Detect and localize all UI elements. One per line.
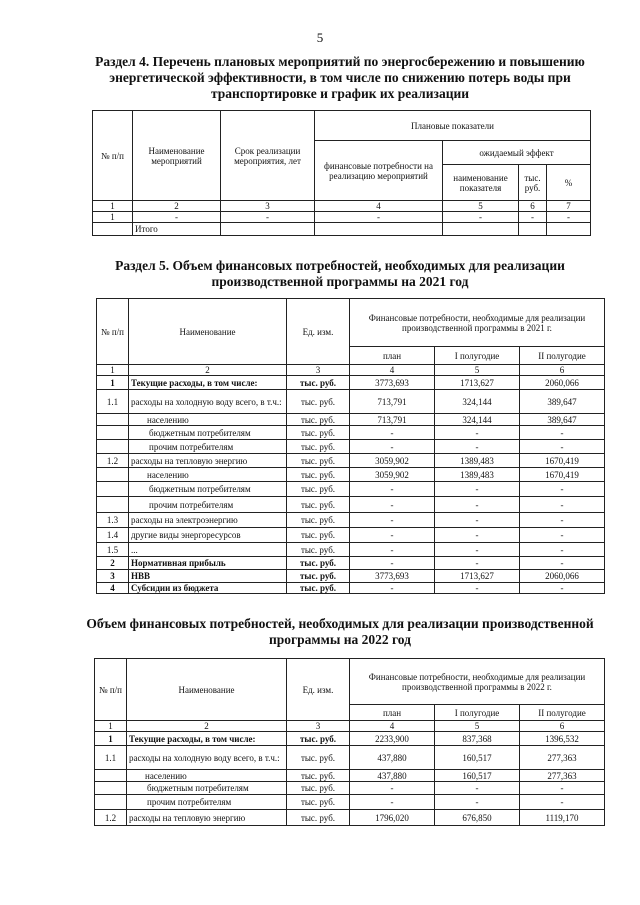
row-num: 3	[97, 570, 129, 583]
row-h2: -	[520, 426, 605, 440]
row-h1: 1389,483	[435, 468, 520, 482]
col-thousand-header: тыс. руб.	[519, 165, 547, 201]
col-fin-header: Финансовые потребности, необходимые для реализации производственной программы в 2021 г.	[350, 299, 605, 347]
row-unit: тыс. руб.	[287, 440, 350, 454]
section5-title: Раздел 5. Объем финансовых потребностей, необходимых для реализации производственной программы на 2021 год	[115, 258, 565, 289]
col-number: 2	[129, 365, 287, 376]
row-unit: тыс. руб.	[287, 390, 350, 414]
col-unit-header: Ед. изм.	[287, 299, 350, 365]
row-plan: -	[350, 543, 435, 557]
table-row	[95, 746, 605, 770]
row-unit: тыс. руб.	[287, 570, 350, 583]
row-plan: 3059,902	[350, 454, 435, 468]
row-h1: 160,517	[435, 770, 520, 782]
row-name: Нормативная прибыль	[129, 557, 287, 570]
table-row	[95, 770, 605, 782]
section6-table	[94, 658, 605, 826]
row-plan: -	[350, 482, 435, 497]
row-h2: 2060,066	[520, 570, 605, 583]
row-h2: -	[520, 583, 605, 594]
col-effect-header: ожидаемый эффект	[443, 141, 591, 165]
table-row	[97, 376, 605, 390]
row-name: бюджетным потребителям	[129, 426, 287, 440]
row-unit: тыс. руб.	[287, 376, 350, 390]
col-number: 7	[547, 201, 591, 212]
cell: -	[519, 212, 547, 223]
row-unit: тыс. руб.	[287, 497, 350, 513]
col-number: 2	[127, 721, 287, 732]
row-name: расходы на тепловую энергию	[127, 810, 287, 826]
row-num	[97, 414, 129, 426]
total-label: Итого	[133, 223, 221, 236]
row-plan: -	[350, 782, 435, 795]
table-row	[97, 454, 605, 468]
row-num: 1	[97, 376, 129, 390]
row-h1: -	[435, 583, 520, 594]
col-number: 4	[350, 365, 435, 376]
col-number: 5	[435, 721, 520, 732]
row-plan: -	[350, 795, 435, 810]
row-name: расходы на тепловую энергию	[129, 454, 287, 468]
row-h2: -	[520, 782, 605, 795]
row-h1: -	[435, 513, 520, 528]
row-h1: 160,517	[435, 746, 520, 770]
row-num: 1.2	[95, 810, 127, 826]
row-h2: 2060,066	[520, 376, 605, 390]
row-h1: -	[435, 782, 520, 795]
row-num: 1.2	[97, 454, 129, 468]
row-h1: -	[435, 426, 520, 440]
table-row	[97, 513, 605, 528]
row-h2: 1119,170	[520, 810, 605, 826]
row-plan: 713,791	[350, 414, 435, 426]
column-number-row	[95, 721, 605, 732]
cell: 1	[93, 212, 133, 223]
col-number: 3	[287, 365, 350, 376]
col-number: 4	[350, 721, 435, 732]
col-name-header: Наименование	[129, 299, 287, 365]
row-num	[97, 426, 129, 440]
col-number: 5	[435, 365, 520, 376]
col-number: 5	[443, 201, 519, 212]
col-pct-header: %	[547, 165, 591, 201]
row-h1: -	[435, 543, 520, 557]
row-h1: 1713,627	[435, 376, 520, 390]
row-h2: -	[520, 795, 605, 810]
row-h1: -	[435, 497, 520, 513]
section6-title: Объем финансовых потребностей, необходимых для реализации производственной программы на 2022 год	[86, 616, 594, 647]
row-num: 1	[95, 732, 127, 746]
row-h2: 277,363	[520, 746, 605, 770]
col-number: 2	[133, 201, 221, 212]
row-plan: 1796,020	[350, 810, 435, 826]
row-h2: 1396,532	[520, 732, 605, 746]
row-name: населению	[129, 468, 287, 482]
row-name: НВВ	[129, 570, 287, 583]
row-unit: тыс. руб.	[287, 782, 350, 795]
row-h1: 837,368	[435, 732, 520, 746]
row-h1: -	[435, 482, 520, 497]
col-num-header: № п/п	[97, 299, 129, 365]
row-h1: 324,144	[435, 390, 520, 414]
row-num	[97, 482, 129, 497]
row-unit: тыс. руб.	[287, 810, 350, 826]
col-indicator-header: наименование показателя	[443, 165, 519, 201]
row-h1: -	[435, 440, 520, 454]
row-plan: -	[350, 513, 435, 528]
row-unit: тыс. руб.	[287, 746, 350, 770]
row-unit: тыс. руб.	[287, 528, 350, 543]
row-plan: -	[350, 426, 435, 440]
row-h2: 1670,419	[520, 454, 605, 468]
row-unit: тыс. руб.	[287, 454, 350, 468]
table-row	[95, 795, 605, 810]
row-h2: 389,647	[520, 390, 605, 414]
row-num	[95, 770, 127, 782]
row-num	[97, 440, 129, 454]
row-name: Субсидии из бюджета	[129, 583, 287, 594]
table-row	[97, 414, 605, 426]
row-plan: 3773,693	[350, 376, 435, 390]
row-plan: 437,880	[350, 770, 435, 782]
row-h2: -	[520, 513, 605, 528]
total-row	[93, 223, 591, 236]
row-unit: тыс. руб.	[287, 732, 350, 746]
row-h1: 1389,483	[435, 454, 520, 468]
col-fin-header: финансовые потребности на реализацию мероприятий	[315, 141, 443, 201]
row-num	[95, 782, 127, 795]
row-unit: тыс. руб.	[287, 795, 350, 810]
cell: -	[315, 212, 443, 223]
row-h2: -	[520, 497, 605, 513]
row-unit: тыс. руб.	[287, 583, 350, 594]
row-h2: -	[520, 557, 605, 570]
table-row	[97, 468, 605, 482]
row-h2: -	[520, 543, 605, 557]
col-num-header: № п/п	[95, 659, 127, 721]
col-number: 4	[315, 201, 443, 212]
col-num-header: № п/п	[93, 111, 133, 201]
row-unit: тыс. руб.	[287, 482, 350, 497]
row-h1: -	[435, 557, 520, 570]
col-plan-header: Плановые показатели	[315, 111, 591, 141]
row-h2: 277,363	[520, 770, 605, 782]
row-name: прочим потребителям	[129, 440, 287, 454]
row-h2: -	[520, 440, 605, 454]
row-num	[97, 468, 129, 482]
row-num: 1.3	[97, 513, 129, 528]
table-row	[97, 390, 605, 414]
row-name: населению	[127, 770, 287, 782]
col-h1-header: I полугодие	[435, 347, 520, 365]
row-name: бюджетным потребителям	[127, 782, 287, 795]
table-row	[97, 557, 605, 570]
table-row	[97, 583, 605, 594]
row-plan: 3059,902	[350, 468, 435, 482]
row-num: 2	[97, 557, 129, 570]
row-unit: тыс. руб.	[287, 557, 350, 570]
col-unit-header: Ед. изм.	[287, 659, 350, 721]
row-h2: 389,647	[520, 414, 605, 426]
row-num: 1.5	[97, 543, 129, 557]
row-unit: тыс. руб.	[287, 468, 350, 482]
row-unit: тыс. руб.	[287, 513, 350, 528]
section4-table	[92, 110, 591, 236]
row-unit: тыс. руб.	[287, 426, 350, 440]
table-row	[97, 543, 605, 557]
row-name: населению	[129, 414, 287, 426]
row-name: Текущие расходы, в том числе:	[127, 732, 287, 746]
row-num	[97, 497, 129, 513]
row-num: 1.4	[97, 528, 129, 543]
table-row	[97, 528, 605, 543]
col-fin-header: Финансовые потребности, необходимые для реализации производственной программы в 2022 г.	[350, 659, 605, 705]
row-num	[95, 795, 127, 810]
row-h1: 676,850	[435, 810, 520, 826]
row-name: расходы на электроэнергию	[129, 513, 287, 528]
row-name: другие виды энергоресурсов	[129, 528, 287, 543]
row-plan: -	[350, 440, 435, 454]
col-number: 1	[95, 721, 127, 732]
column-number-row	[97, 365, 605, 376]
cell: -	[547, 212, 591, 223]
row-plan: -	[350, 497, 435, 513]
col-plan-header: план	[350, 705, 435, 721]
row-h2: 1670,419	[520, 468, 605, 482]
col-h2-header: II полугодие	[520, 347, 605, 365]
col-number: 6	[519, 201, 547, 212]
row-name: прочим потребителям	[127, 795, 287, 810]
table-row	[95, 732, 605, 746]
row-h1: -	[435, 795, 520, 810]
col-number: 1	[93, 201, 133, 212]
row-plan: 3773,693	[350, 570, 435, 583]
table-row	[93, 212, 591, 223]
column-number-row	[93, 201, 591, 212]
section4-title: Раздел 4. Перечень плановых мероприятий по энергосбережению и повышению энергетической эффективности, в том числе по снижению потерь воды при транспортировке и график их реализации	[95, 54, 585, 101]
row-name: расходы на холодную воду всего, в т.ч.:	[129, 390, 287, 414]
table-row	[95, 782, 605, 795]
col-number: 3	[221, 201, 315, 212]
table-row	[97, 482, 605, 497]
table-row	[97, 440, 605, 454]
col-name-header: Наименование	[127, 659, 287, 721]
row-plan: -	[350, 557, 435, 570]
row-h1: 324,144	[435, 414, 520, 426]
row-unit: тыс. руб.	[287, 770, 350, 782]
row-unit: тыс. руб.	[287, 543, 350, 557]
row-plan: 437,880	[350, 746, 435, 770]
page-number: 5	[316, 30, 324, 45]
row-h1: -	[435, 528, 520, 543]
row-name: расходы на холодную воду всего, в т.ч.:	[127, 746, 287, 770]
row-h1: 1713,627	[435, 570, 520, 583]
row-name: бюджетным потребителям	[129, 482, 287, 497]
col-number: 6	[520, 721, 605, 732]
col-name-header: Наименование мероприятий	[133, 111, 221, 201]
row-unit: тыс. руб.	[287, 414, 350, 426]
col-h1-header: I полугодие	[435, 705, 520, 721]
row-plan: 713,791	[350, 390, 435, 414]
col-plan-header: план	[350, 347, 435, 365]
cell: -	[443, 212, 519, 223]
table-row	[97, 570, 605, 583]
col-number: 3	[287, 721, 350, 732]
cell: -	[221, 212, 315, 223]
table-row	[97, 426, 605, 440]
row-plan: 2233,900	[350, 732, 435, 746]
cell: -	[133, 212, 221, 223]
col-number: 6	[520, 365, 605, 376]
table-row	[97, 497, 605, 513]
table-row	[95, 810, 605, 826]
row-num: 1.1	[97, 390, 129, 414]
col-h2-header: II полугодие	[520, 705, 605, 721]
row-h2: -	[520, 482, 605, 497]
section5-table	[96, 298, 605, 594]
row-h2: -	[520, 528, 605, 543]
row-num: 1.1	[95, 746, 127, 770]
row-name: прочим потребителям	[129, 497, 287, 513]
row-name: Текущие расходы, в том числе:	[129, 376, 287, 390]
row-plan: -	[350, 583, 435, 594]
col-term-header: Срок реализации мероприятия, лет	[221, 111, 315, 201]
row-plan: -	[350, 528, 435, 543]
row-name: ...	[129, 543, 287, 557]
col-number: 1	[97, 365, 129, 376]
row-num: 4	[97, 583, 129, 594]
